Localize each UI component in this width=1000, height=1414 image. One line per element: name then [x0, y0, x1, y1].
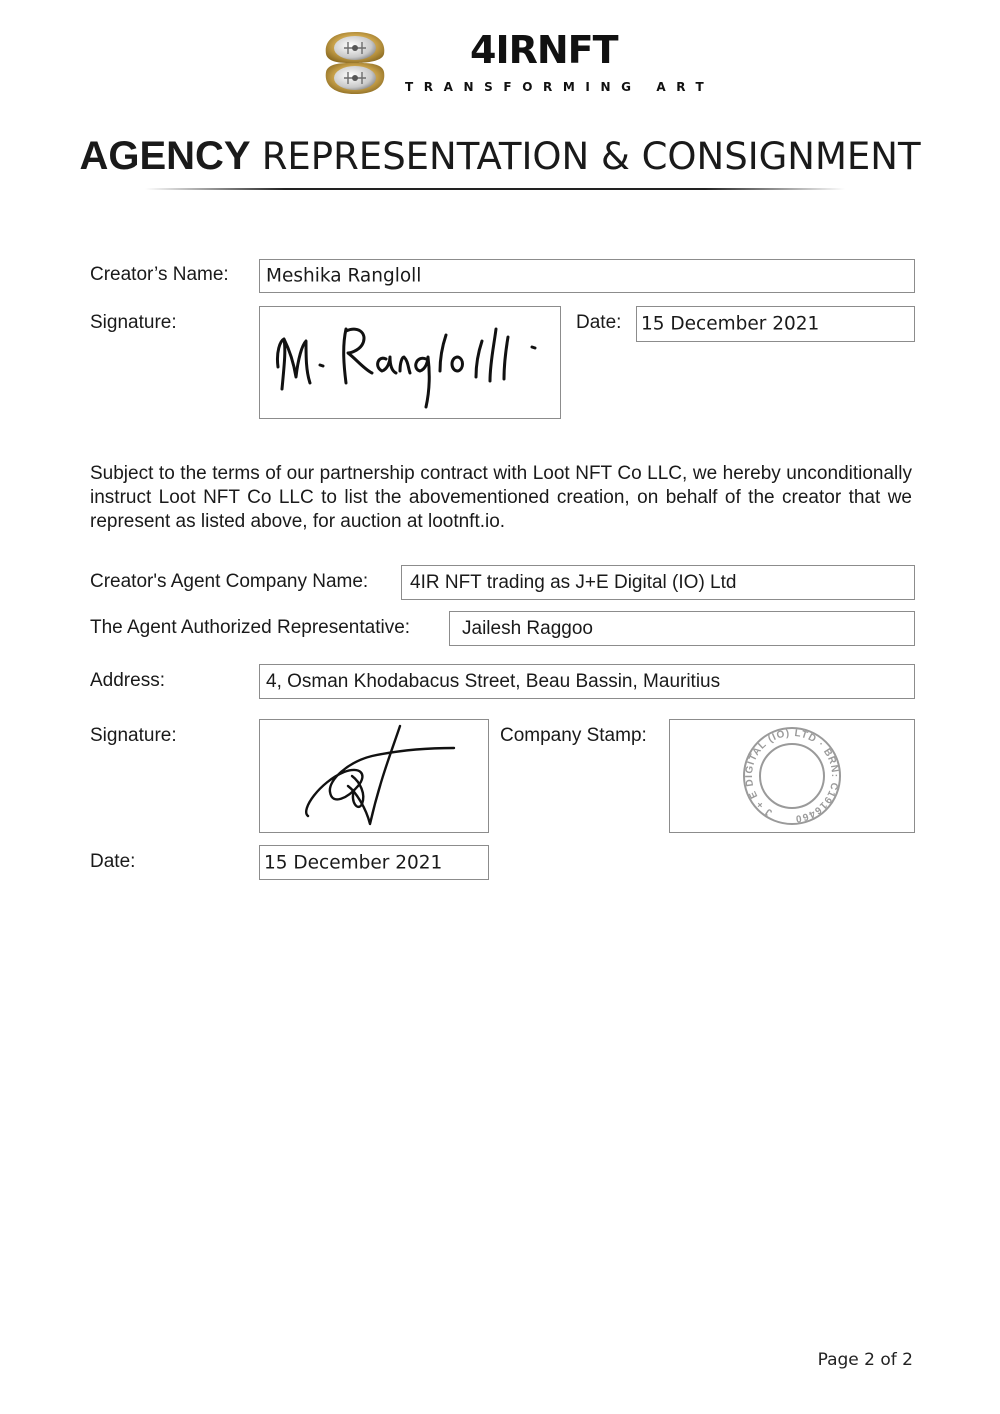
svg-text:J + E DIGITAL (IO) LTD · BRN:: J + E DIGITAL (IO) LTD · BRN: C1916460: [743, 728, 841, 824]
address-label: Address:: [90, 670, 165, 691]
title-bold-part: AGENCY: [79, 134, 251, 178]
company-stamp-field[interactable]: [669, 719, 915, 833]
instruction-paragraph: Subject to the terms of our partnership contract with Loot NFT Co LLC, we hereby unconditionally instruct Loot NFT Co LLC to list the abovementioned creation, on behalf of the creator that we represent as listed above, for auction at lootnft.io.: [90, 463, 912, 532]
agent-date-label: Date:: [90, 851, 136, 872]
agent-company-field[interactable]: [401, 565, 915, 600]
creator-date-field[interactable]: [636, 306, 915, 342]
document-title: [0, 134, 1000, 179]
creator-name-value: Meshika Rangloll: [266, 265, 422, 287]
agent-date-field[interactable]: [259, 845, 489, 880]
creator-date-value: 15 December 2021: [641, 313, 820, 335]
creator-signature-label: Signature:: [90, 312, 177, 333]
brand-logo-icon: [316, 24, 394, 102]
title-divider: [145, 188, 845, 190]
brand-tagline: TRANSFORMING ART: [405, 80, 715, 94]
address-value: 4, Osman Khodabacus Street, Beau Bassin, Mauritius: [266, 670, 721, 692]
creator-name-field[interactable]: [259, 259, 915, 293]
agent-company-label: Creator's Agent Company Name:: [90, 571, 369, 592]
company-stamp-label: Company Stamp:: [500, 725, 647, 746]
agent-signature-image: [260, 720, 488, 832]
agent-company-value: 4IR NFT trading as J+E Digital (IO) Ltd: [410, 571, 737, 593]
agent-signature-field[interactable]: [259, 719, 489, 833]
creator-date-label: Date:: [576, 312, 622, 333]
company-stamp-image: [670, 720, 914, 832]
agent-date-value: 15 December 2021: [264, 852, 443, 873]
creator-signature-field[interactable]: [259, 306, 561, 419]
agent-rep-field[interactable]: [449, 611, 915, 646]
title-light-part: REPRESENTATION & CONSIGNMENT: [261, 135, 921, 178]
address-field[interactable]: [259, 664, 915, 699]
agent-rep-value: Jailesh Raggoo: [462, 617, 593, 639]
brand-name: 4IRNFT: [470, 28, 618, 72]
page-number: Page 2 of 2: [817, 1350, 913, 1370]
agent-signature-label: Signature:: [90, 725, 177, 746]
agent-rep-label: The Agent Authorized Representative:: [90, 617, 411, 638]
creator-signature-image: [260, 307, 560, 418]
creator-name-label: Creator’s Name:: [90, 264, 229, 285]
